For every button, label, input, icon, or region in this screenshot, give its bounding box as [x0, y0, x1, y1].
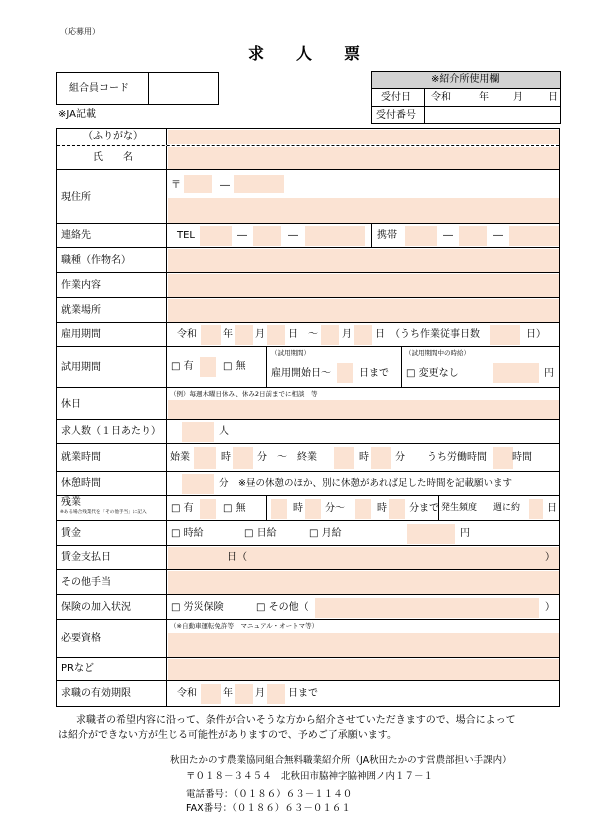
- received-date-label: 受付日: [381, 92, 411, 103]
- payday-label: 賃金支払日: [61, 552, 111, 563]
- ot-hour2: 時: [377, 503, 387, 514]
- name-label: 氏 名: [93, 152, 133, 163]
- received-year: 年: [479, 92, 489, 103]
- trial-no-checkbox[interactable]: □ 無: [223, 361, 246, 372]
- ep-year: 年: [223, 329, 233, 340]
- row-name: [57, 145, 559, 169]
- wh-start-hour-input[interactable]: [194, 447, 216, 469]
- validity-until: 日まで: [288, 688, 318, 699]
- trial-wage-sublabel: （試用期間中の時給）: [405, 349, 470, 357]
- notice-line-2: は紹介ができない方が生じる可能性がありますので、予めご了承願います。: [58, 730, 397, 741]
- wh-minute2: 分: [395, 452, 405, 463]
- holiday-label: 休日: [61, 399, 81, 410]
- row-holiday: [57, 387, 559, 419]
- trial-label: 試用期間: [61, 362, 101, 373]
- received-day: 日: [548, 92, 558, 103]
- row-address: [57, 169, 559, 223]
- ep-era: 令和: [177, 329, 197, 340]
- overtime-no-checkbox[interactable]: □ 無: [223, 503, 246, 514]
- ot-min-from: 分～: [325, 503, 345, 514]
- fax-number: FAX番号：（０１８６）６３－０１６１: [186, 803, 351, 814]
- member-code-box: [56, 72, 219, 105]
- tel-input-1[interactable]: [200, 226, 232, 246]
- allowance-input[interactable]: [168, 571, 559, 594]
- ot-hour: 時: [293, 503, 303, 514]
- row-work-hours: [57, 443, 559, 471]
- postal-mark: 〒: [171, 180, 181, 191]
- member-code-label: 組合員コード: [69, 83, 129, 94]
- break-note: 分 ※昼の休憩のほか、別に休憩があれば足した時間を記載願います: [219, 478, 512, 489]
- validity-year-input[interactable]: [201, 684, 221, 704]
- postal-code-2[interactable]: [234, 175, 284, 193]
- row-overtime: [57, 495, 559, 520]
- ep-month: 月: [255, 329, 265, 340]
- ep-workdays-input[interactable]: [490, 325, 520, 345]
- ot-day: 日: [547, 503, 557, 514]
- ja-note: ※JA記載: [58, 109, 96, 120]
- trial-period-sublabel: （試用期間）: [271, 349, 310, 357]
- wh-of-which: うち労働時間: [427, 452, 487, 463]
- notice-line-1: 求職者の希望内容に沿って、条件が合いそうな方から紹介させていただきますので、場合によって: [76, 715, 516, 726]
- member-code-input[interactable]: [150, 74, 218, 104]
- trial-yen: 円: [544, 368, 554, 379]
- mobile-dash-2: ―: [493, 230, 503, 241]
- ep-year-input[interactable]: [201, 325, 221, 345]
- wh-hour2: 時: [359, 452, 369, 463]
- headcount-input[interactable]: [182, 422, 214, 442]
- wh-minute: 分 ～ 終業: [257, 452, 317, 463]
- postal-code-1[interactable]: [184, 175, 212, 193]
- trial-until: 日まで: [359, 368, 389, 379]
- work-place-input[interactable]: [168, 299, 559, 322]
- trial-wage-input[interactable]: [493, 363, 539, 383]
- furigana-label: （ふりがな）: [83, 131, 143, 142]
- overtime-yes-checkbox[interactable]: □ 有: [171, 503, 194, 514]
- occupation-label: 職種（作物名）: [61, 255, 131, 266]
- break-label: 休憩時間: [61, 478, 101, 489]
- tel-label: TEL: [177, 230, 195, 241]
- row-validity: [57, 680, 559, 706]
- received-no-input[interactable]: [425, 107, 560, 124]
- row-wage: [57, 520, 559, 545]
- ot-start-min-input[interactable]: [305, 499, 321, 519]
- qualification-example: （※自動車運転免許等 マニュアル・オートマ等）: [170, 622, 319, 630]
- ep-day: 日 ～: [288, 329, 318, 340]
- mobile-input-1[interactable]: [405, 226, 437, 246]
- ep-month2: 月: [342, 329, 352, 340]
- pr-input[interactable]: [168, 659, 559, 680]
- wage-yen: 円: [460, 528, 470, 539]
- break-minutes-input[interactable]: [182, 474, 214, 494]
- validity-day-input[interactable]: [267, 684, 285, 704]
- row-furigana: [57, 129, 559, 145]
- row-contact: [57, 223, 559, 247]
- page-title: 求 人 票: [248, 44, 361, 63]
- wage-daily-checkbox[interactable]: □ 日給: [244, 528, 277, 539]
- mobile-label: 携帯: [377, 230, 397, 241]
- wh-hours-unit: 時間: [512, 452, 532, 463]
- received-month: 月: [513, 92, 523, 103]
- headcount-label: 求人数（１日あたり）: [61, 426, 161, 437]
- office-use-title: ※紹介所使用欄: [431, 74, 500, 85]
- work-content-label: 作業内容: [61, 280, 101, 291]
- qualification-label: 必要資格: [61, 633, 101, 644]
- wh-end-min-input[interactable]: [371, 447, 391, 469]
- work-content-input[interactable]: [168, 274, 559, 297]
- qualification-input[interactable]: [168, 633, 559, 657]
- validity-era: 令和: [177, 688, 197, 699]
- ot-end-hour-input[interactable]: [355, 499, 371, 519]
- wh-labor-hours-input[interactable]: [493, 447, 513, 469]
- tel-input-2[interactable]: [253, 226, 281, 246]
- insurance-other-input[interactable]: [315, 598, 539, 618]
- row-payday: [57, 545, 559, 569]
- wh-start-min-input[interactable]: [233, 447, 253, 469]
- job-offer-form: [56, 128, 560, 707]
- row-pr: [57, 657, 559, 680]
- row-work-place: [57, 297, 559, 322]
- holiday-input[interactable]: [168, 400, 559, 419]
- address-input[interactable]: [168, 198, 559, 223]
- trial-nochange-checkbox[interactable]: □ 変更なし: [406, 368, 459, 379]
- tel-dash-1: ―: [237, 230, 247, 241]
- wh-end-hour-input[interactable]: [334, 447, 354, 469]
- work-hours-label: 就業時間: [61, 452, 101, 463]
- row-employment-period: [57, 322, 559, 346]
- overtime-label: 残業: [61, 497, 81, 508]
- tel-dash-2: ―: [288, 230, 298, 241]
- wage-label: 賃金: [61, 528, 81, 539]
- mobile-input-2[interactable]: [459, 226, 487, 246]
- row-allowance: [57, 569, 559, 594]
- row-trial: [57, 346, 559, 387]
- organization-name: 秋田たかのす農業協同組合無料職業紹介所（JA秋田たかのす営農部担い手課内）: [170, 755, 512, 766]
- payday-day: 日（: [227, 552, 247, 563]
- trial-yes-checkbox[interactable]: □ 有: [171, 361, 194, 372]
- ep-day2: 日 （うち作業従事日数: [375, 329, 480, 340]
- occupation-input[interactable]: [168, 249, 559, 272]
- furigana-input[interactable]: [168, 130, 559, 144]
- contact-label: 連絡先: [61, 230, 91, 241]
- row-work-content: [57, 272, 559, 297]
- mobile-input-3[interactable]: [509, 226, 559, 246]
- row-qualification: [57, 619, 559, 657]
- work-place-label: 就業場所: [61, 305, 101, 316]
- validity-label: 求職の有効期限: [61, 688, 131, 699]
- row-break: [57, 471, 559, 495]
- payday-close: ）: [545, 552, 555, 563]
- ot-freq-label: 発生頻度: [441, 503, 478, 513]
- headcount-unit: 人: [219, 426, 229, 437]
- wh-hour: 時: [221, 452, 231, 463]
- insurance-workers-checkbox[interactable]: □ 労災保険: [171, 602, 224, 613]
- row-occupation: [57, 247, 559, 272]
- overtime-sublabel: ※ある場合残業代を「その他手当」に記入: [60, 510, 147, 515]
- organization-address: 〒０１８－３４５４ 北秋田市脇神字脇神囲ノ内１７－１: [186, 771, 434, 782]
- validity-month: 月: [255, 688, 265, 699]
- ep-day2-input[interactable]: [354, 325, 372, 345]
- application-note: （応募用）: [60, 27, 100, 36]
- validity-month-input[interactable]: [235, 684, 253, 704]
- insurance-other-checkbox[interactable]: □ その他（: [256, 602, 309, 613]
- trial-start-label: 雇用開始日～: [271, 368, 331, 379]
- mobile-dash-1: ―: [443, 230, 453, 241]
- ot-end-min-input[interactable]: [389, 499, 405, 519]
- holiday-example: （例）毎週木曜日休み、休み2日前までに相談 等: [170, 390, 318, 398]
- address-label: 現住所: [61, 192, 91, 203]
- tel-input-3[interactable]: [305, 226, 365, 246]
- ot-week-label: 週に約: [493, 503, 521, 513]
- ep-days-end: 日）: [526, 329, 546, 340]
- row-headcount: [57, 419, 559, 443]
- validity-year: 年: [223, 688, 233, 699]
- name-input[interactable]: [168, 147, 559, 169]
- insurance-close: ）: [545, 602, 555, 613]
- ot-until: 分まで: [409, 503, 439, 514]
- received-no-label: 受付番号: [376, 110, 416, 121]
- insurance-label: 保険の加入状況: [61, 602, 131, 613]
- allowance-label: その他手当: [61, 577, 111, 588]
- ot-freq-input[interactable]: [529, 499, 543, 519]
- wage-hourly-checkbox[interactable]: □ 時給: [171, 528, 204, 539]
- phone-number: 電話番号：（０１８６）６３－１１４０: [186, 789, 353, 800]
- wage-monthly-checkbox[interactable]: □ 月給: [309, 528, 342, 539]
- wh-start-label: 始業: [170, 452, 190, 463]
- row-insurance: [57, 594, 559, 619]
- ep-month2-input[interactable]: [321, 325, 339, 345]
- trial-days-input[interactable]: [337, 363, 353, 383]
- wage-amount-input[interactable]: [407, 524, 455, 544]
- received-era: 令和: [431, 92, 451, 103]
- pr-label: PRなど: [61, 663, 94, 674]
- ep-day-input[interactable]: [267, 325, 285, 345]
- office-use-box: [371, 71, 561, 124]
- postal-dash: ―: [220, 180, 230, 191]
- ep-month-input[interactable]: [235, 325, 253, 345]
- employment-period-label: 雇用期間: [61, 329, 101, 340]
- ot-start-hour-input[interactable]: [271, 499, 287, 519]
